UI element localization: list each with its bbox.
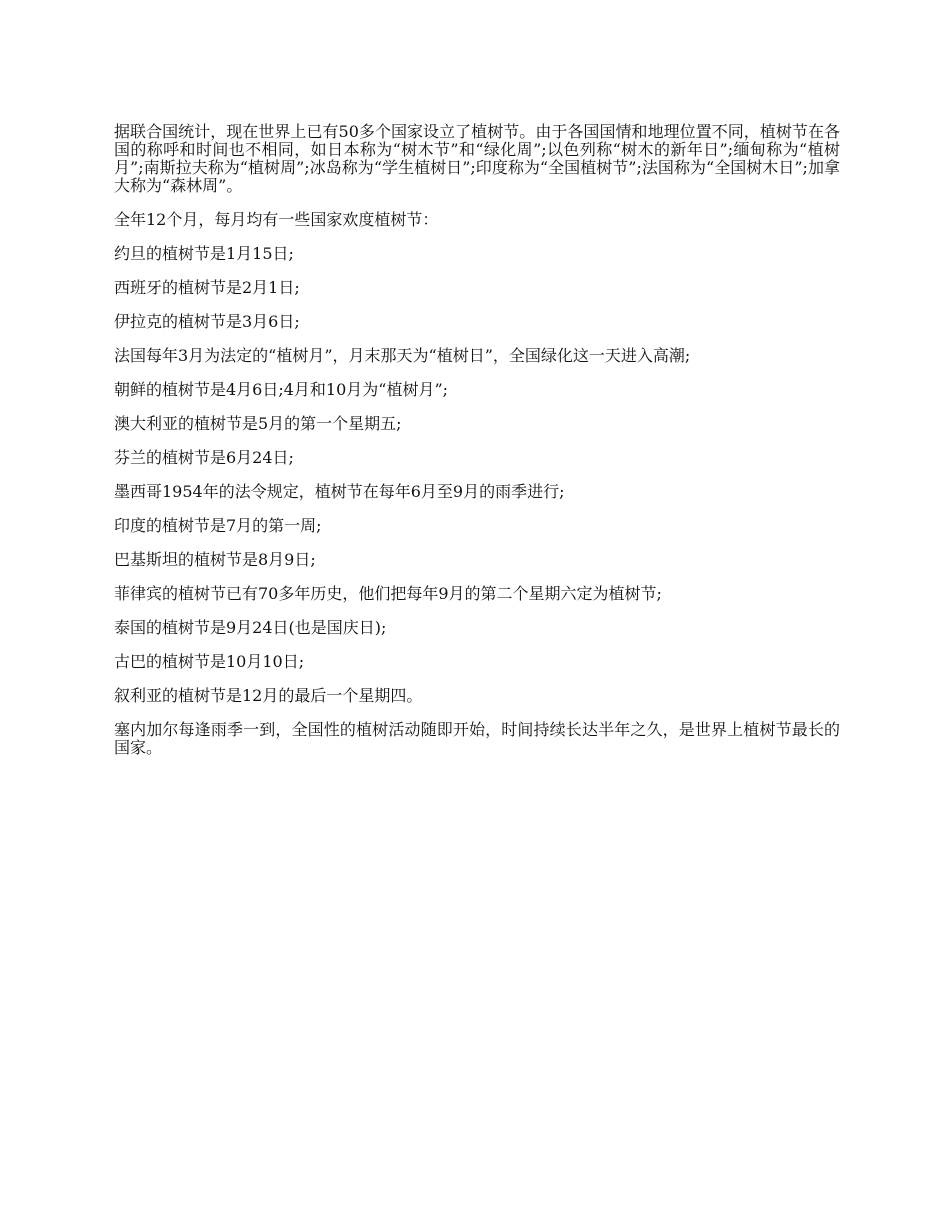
intro-paragraph: 据联合国统计，现在世界上已有50多个国家设立了植树节。由于各国国情和地理位置不同，植树节在各国的称呼和时间也不相同，如日本称为“树木节”和“绿化周”;以色列称“树木的新年日”;缅甸称为“植树月”;南斯拉夫称为“植树周”;冰岛称为“学生植树日”;印度称为“全国植树节”;法国称为“全国树木日”;加拿大称为“森林周”。 <box>114 122 840 195</box>
list-item-philippines: 菲律宾的植树节已有70多年历史，他们把每年9月的第二个星期六定为植树节; <box>114 584 662 603</box>
list-item-jordan: 约旦的植树节是1月15日; <box>114 244 294 263</box>
months-intro-paragraph: 全年12个月，每月均有一些国家欢度植树节： <box>114 210 439 229</box>
list-item-cuba: 古巴的植树节是10月10日; <box>114 652 305 671</box>
list-item-finland: 芬兰的植树节是6月24日; <box>114 448 294 467</box>
list-item-iraq: 伊拉克的植树节是3月6日; <box>114 312 300 331</box>
list-item-syria: 叙利亚的植树节是12月的最后一个星期四。 <box>114 686 423 705</box>
list-item-spain: 西班牙的植树节是2月1日; <box>114 278 300 297</box>
list-item-thailand: 泰国的植树节是9月24日(也是国庆日); <box>114 618 387 637</box>
closing-paragraph-senegal: 塞内加尔每逢雨季一到，全国性的植树活动随即开始，时间持续长达半年之久，是世界上植树节最长的国家。 <box>114 720 840 757</box>
document-body <box>114 123 840 773</box>
list-item-mexico: 墨西哥1954年的法令规定，植树节在每年6月至9月的雨季进行; <box>114 482 565 501</box>
list-item-north-korea: 朝鲜的植树节是4月6日;4月和10月为“植树月”; <box>114 380 449 399</box>
list-item-india: 印度的植树节是7月的第一周; <box>114 516 322 535</box>
list-item-pakistan: 巴基斯坦的植树节是8月9日; <box>114 550 316 569</box>
list-item-australia: 澳大利亚的植树节是5月的第一个星期五; <box>114 414 402 433</box>
list-item-france: 法国每年3月为法定的“植树月”，月末那天为“植树日”，全国绿化这一天进入高潮; <box>114 346 691 365</box>
